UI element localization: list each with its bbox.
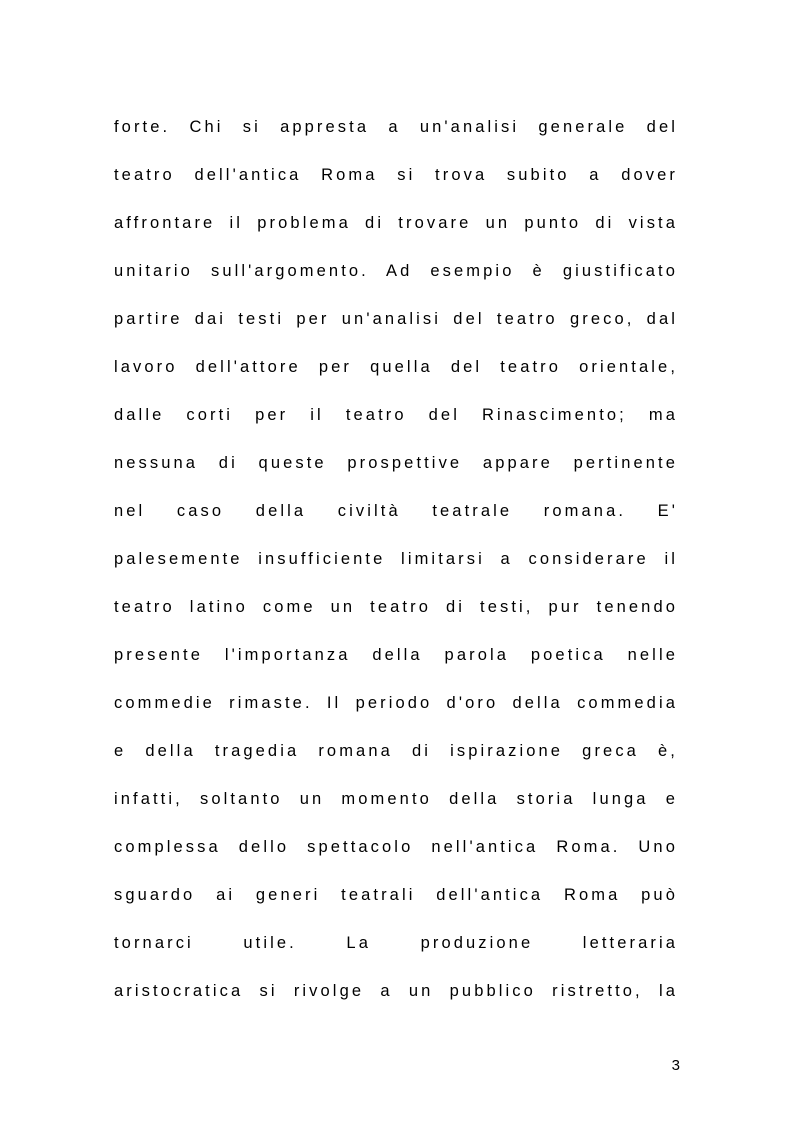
text-line: teatro latino come un teatro di testi, pur tenendo bbox=[114, 598, 678, 616]
text-line: teatro dell'antica Roma si trova subito a dover bbox=[114, 166, 678, 184]
text-line: nel caso della civiltà teatrale romana. E' bbox=[114, 502, 678, 520]
text-line: unitario sull'argomento. Ad esempio è giustificato bbox=[114, 262, 678, 280]
text-line: aristocratica si rivolge a un pubblico ristretto, la bbox=[114, 982, 678, 1000]
text-line: infatti, soltanto un momento della storia lunga e bbox=[114, 790, 678, 808]
text-line: affrontare il problema di trovare un punto di vista bbox=[114, 214, 678, 232]
text-line: complessa dello spettacolo nell'antica Roma. Uno bbox=[114, 838, 678, 856]
text-line: e della tragedia romana di ispirazione greca è, bbox=[114, 742, 678, 760]
body-text bbox=[114, 113, 678, 1025]
text-line: dalle corti per il teatro del Rinascimento; ma bbox=[114, 406, 678, 424]
text-line: palesemente insufficiente limitarsi a considerare il bbox=[114, 550, 678, 568]
text-line: forte. Chi si appresta a un'analisi generale del bbox=[114, 118, 678, 136]
text-line: nessuna di queste prospettive appare pertinente bbox=[114, 454, 678, 472]
text-line: tornarci utile. La produzione letteraria bbox=[114, 934, 678, 952]
text-line: presente l'importanza della parola poetica nelle bbox=[114, 646, 678, 664]
text-line: lavoro dell'attore per quella del teatro orientale, bbox=[114, 358, 678, 376]
text-line: sguardo ai generi teatrali dell'antica Roma può bbox=[114, 886, 678, 904]
text-line: partire dai testi per un'analisi del teatro greco, dal bbox=[114, 310, 678, 328]
page-number: 3 bbox=[671, 1057, 680, 1074]
text-line: commedie rimaste. Il periodo d'oro della commedia bbox=[114, 694, 678, 712]
